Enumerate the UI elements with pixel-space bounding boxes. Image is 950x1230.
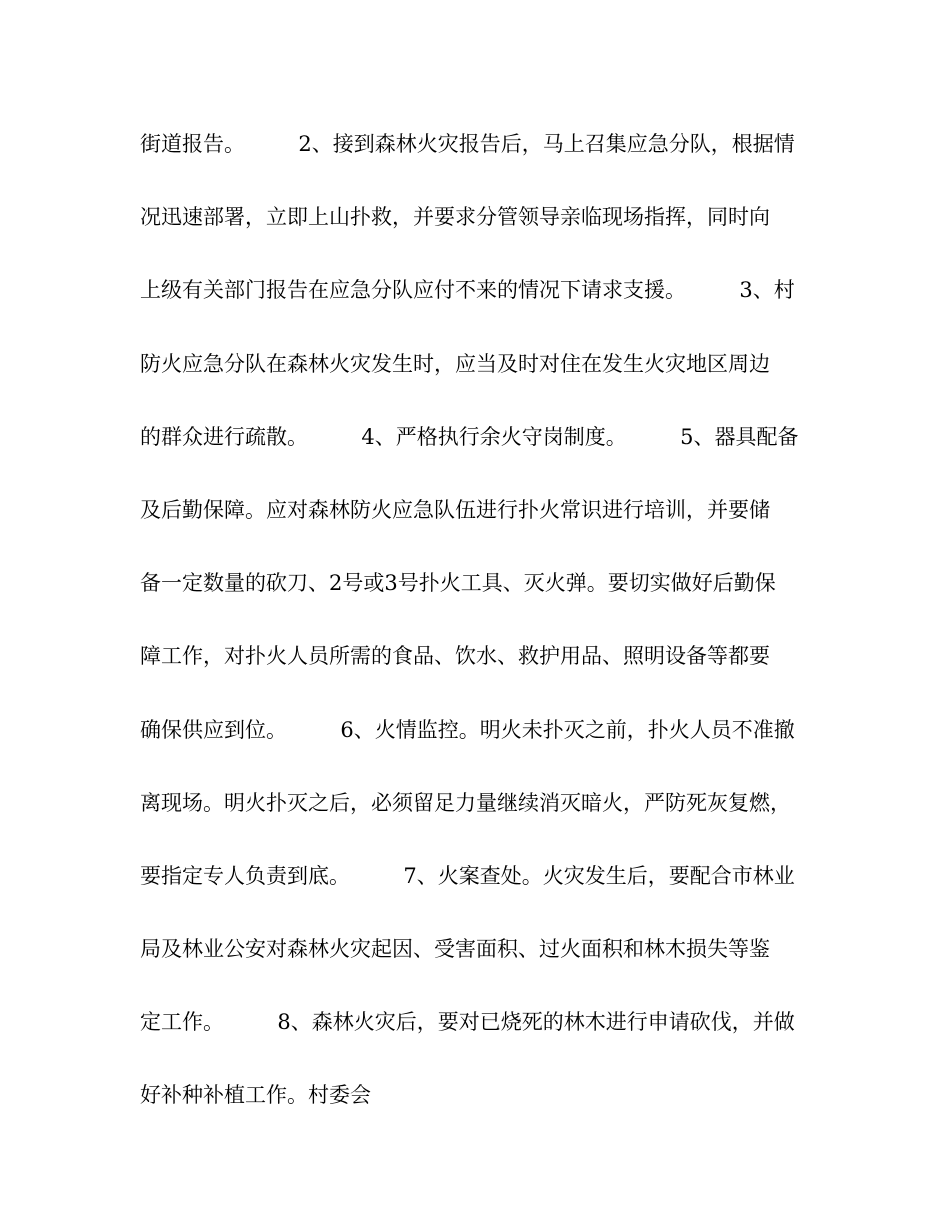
text-line: 况迅速部署，立即上山扑救，并要求分管领导亲临现场指挥，同时向 [140, 205, 770, 230]
text-line: 要指定专人负责到底。 7、火案查处。火灾发生后，要配合市林业 [140, 863, 795, 888]
text-line: 街道报告。 2、接到森林火灾报告后，马上召集应急分队，根据情 [140, 132, 795, 156]
text-line: 局及林业公安对森林火灾起因、受害面积、过火面积和林木损失等鉴 [140, 937, 770, 962]
text-line: 及后勤保障。应对森林防火应急队伍进行扑火常识进行培训，并要储 [140, 497, 770, 522]
text-line: 的群众进行疏散。 4、严格执行余火守岗制度。 5、器具配备 [140, 424, 799, 449]
body-text [140, 118, 820, 1143]
text-line: 离现场。明火扑灭之后，必须留足力量继续消灭暗火，严防死灰复燃， [140, 790, 791, 815]
text-line: 定工作。 8、森林火灾后，要对已烧死的林木进行申请砍伐，并做 [140, 1010, 795, 1035]
text-line: 好补种补植工作。村委会 [140, 1083, 371, 1108]
text-line: 备一定数量的砍刀、2号或3号扑火工具、灭火弹。要切实做好后勤保 [140, 571, 776, 596]
text-line: 上级有关部门报告在应急分队应付不来的情况下请求支援。 3、村 [140, 278, 795, 303]
text-line: 障工作，对扑火人员所需的食品、饮水、救护用品、照明设备等都要 [140, 644, 770, 669]
text-line: 防火应急分队在森林火灾发生时，应当及时对住在发生火灾地区周边 [140, 351, 770, 376]
text-line: 确保供应到位。 6、火情监控。明火未扑灭之前，扑火人员不准撤 [140, 717, 795, 742]
